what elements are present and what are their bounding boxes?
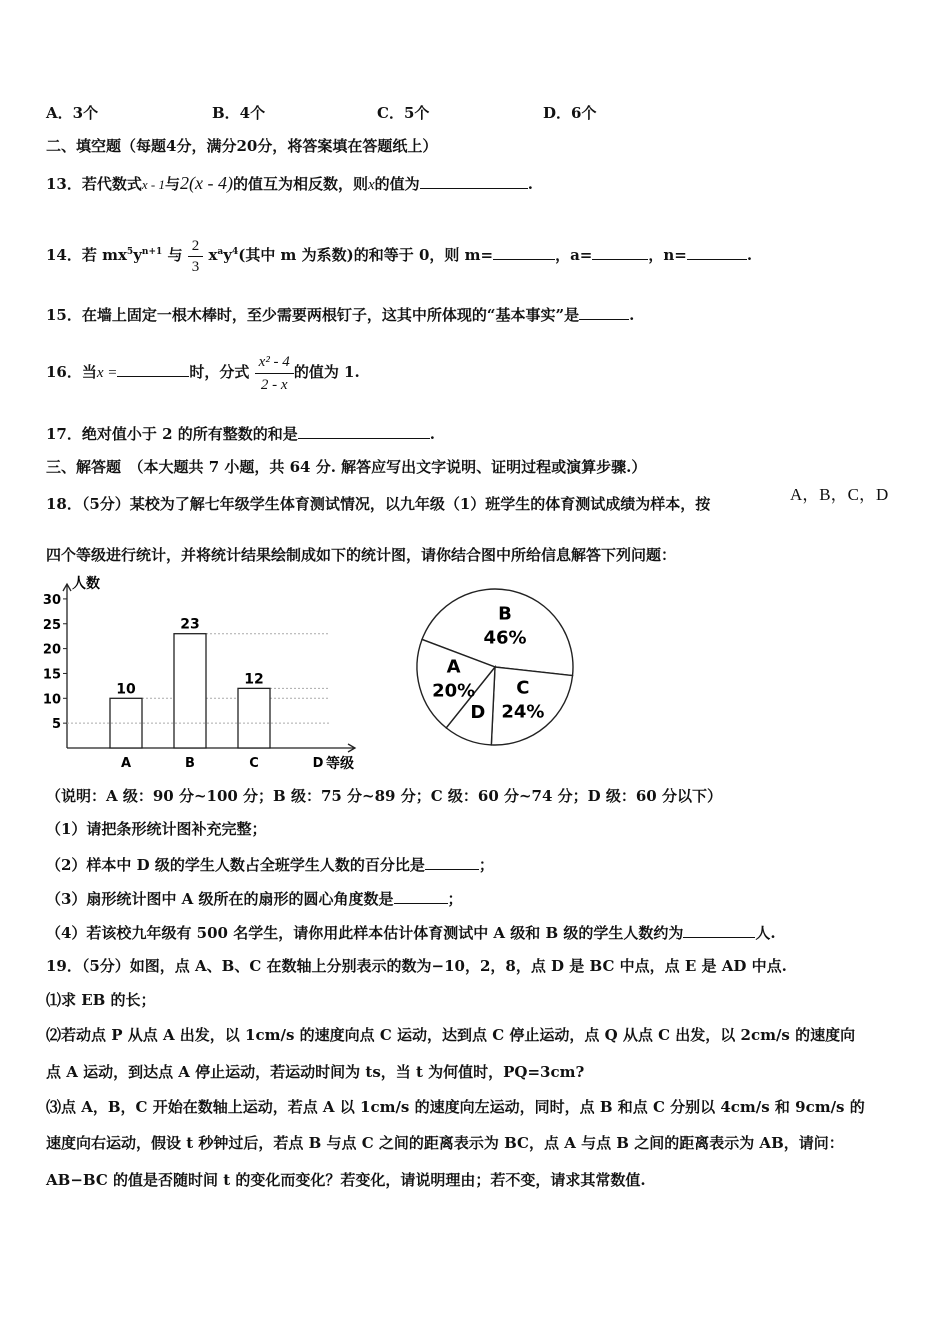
answer-blank[interactable] (394, 887, 448, 904)
question-19-l7: AB−BC 的值是否随时间 t 的变化而变化？若变化，请说明理由；若不变，请求其常数值. (46, 1171, 646, 1189)
y-tick-label: 5 (51, 717, 61, 733)
section-3-heading: 三、解答题 （本大题共 7 小题，共 64 分. 解答应写出文字说明、证明过程或演算步骤.） (46, 458, 647, 476)
answer-blank-n[interactable] (687, 243, 747, 260)
bar-A (110, 698, 142, 748)
question-19-l5: ⑶点 A，B，C 开始在数轴上运动，若点 A 以 1cm/s 的速度向左运动，同时，点 B 和点 C 分别以 4cm/s 和 9cm/s 的 (46, 1098, 865, 1116)
pie-label-B: B (498, 603, 512, 625)
bar-C (238, 688, 270, 748)
y-tick-label: 20 (42, 642, 61, 658)
pie-label-D: D (470, 702, 486, 724)
section-2-heading: 二、填空题（每题4分，满分20分，将答案填在答题纸上） (46, 137, 438, 155)
y-axis-label: 人数 (72, 576, 100, 592)
option-a: A．3个 (46, 104, 99, 122)
q18-part3: （3）扇形统计图中 A 级所在的扇形的圆心角度数是 ； (46, 887, 463, 910)
question-17: 17．绝对值小于 2 的所有整数的和是 . (46, 422, 435, 445)
question-13: 13．若代数式x - 1与2(x - 4)的值互为相反数，则x的值为 . (46, 173, 533, 193)
answer-blank-m[interactable] (493, 243, 555, 260)
x-tick-label: C (249, 756, 259, 771)
pie-pct-B: 46% (483, 627, 527, 649)
option-c: C．5个 (377, 104, 430, 122)
pie-pct-C: 24% (501, 701, 545, 723)
pie-chart (405, 585, 585, 750)
answer-blank[interactable] (683, 921, 755, 938)
bar-value-label: 10 (116, 681, 136, 698)
x-tick-label: B (185, 756, 195, 771)
y-tick-label: 30 (42, 592, 61, 608)
question-15: 15．在墙上固定一根木棒时，至少需要两根钉子，这其中所体现的“基本事实”是 . (46, 303, 634, 326)
question-14: 14．若 $mx^5y^{n+1}$ 与 $\frac{2}{3}$ $x^ay^4$(其中 m 为系数)的和等于 0，则 m= ，a= ，n= . (46, 237, 753, 275)
y-tick-label: 25 (42, 617, 61, 633)
pie-label-A: A (446, 656, 461, 678)
question-19-l3: ⑵若动点 P 从点 A 出发，以 1cm/s 的速度向点 C 运动，达到点 C 停止运动，点 Q 从点 C 出发，以 2cm/s 的速度向 (46, 1026, 856, 1044)
option-d: D．6个 (543, 104, 597, 122)
question-18-line1: 18．（5分）某校为了解七年级学生体育测试情况，以九年级（1）班学生的体育测试成绩为样本，按 (46, 495, 711, 513)
y-tick-label: 15 (42, 667, 61, 683)
answer-blank-a[interactable] (592, 243, 648, 260)
answer-blank[interactable] (579, 303, 629, 320)
answer-blank[interactable] (298, 422, 430, 439)
question-19-l1: 19．（5分）如图，点 A、B、C 在数轴上分别表示的数为−10，2，8，点 D 是 BC 中点，点 E 是 AD 中点. (46, 957, 787, 975)
x-axis-label: 等级 (326, 756, 354, 772)
x-tick-label: D (312, 756, 324, 771)
bar-value-label: 12 (244, 671, 264, 688)
bar-value-label: 23 (180, 616, 200, 633)
q18-part4: （4）若该校九年级有 500 名学生，请你用此样本估计体育测试中 A 级和 B 级的学生人数约为 人. (46, 921, 776, 944)
pie-label-C: C (516, 677, 530, 699)
question-19-l4: 点 A 运动，到达点 A 停止运动，若运动时间为 ts，当 t 为何值时，PQ=3cm? (46, 1063, 585, 1081)
grade-letters: A，B，C，D (790, 485, 889, 504)
bar-chart (40, 572, 370, 777)
q18-note: （说明：A 级：90 分~100 分；B 级：75 分~89 分；C 级：60 分~74 分；D 级：60 分以下） (46, 787, 722, 805)
bar-B (174, 634, 206, 748)
answer-blank[interactable] (117, 360, 189, 377)
x-tick-label: A (120, 756, 132, 771)
question-19-l6: 速度向右运动，假设 t 秒钟过后，若点 B 与点 C 之间的距离表示为 BC，点 A 与点 B 之间的距离表示为 AB，请问： (46, 1134, 844, 1152)
pie-pct-A: 20% (432, 680, 476, 702)
q18-part2: （2）样本中 D 级的学生人数占全班学生人数的百分比是 ； (46, 853, 494, 876)
question-16: 16．当x = 时，分式 $\frac{\text{x² - 4}}{2 - x}$ 的值为 1. (46, 342, 360, 403)
question-18-line2: 四个等级进行统计，并将统计结果绘制成如下的统计图，请你结合图中所给信息解答下列问题： (46, 546, 677, 564)
question-19-l2: ⑴求 EB 的长； (46, 991, 156, 1009)
answer-blank[interactable] (425, 853, 479, 870)
q18-part1: （1）请把条形统计图补充完整； (46, 820, 267, 838)
y-tick-label: 10 (42, 692, 61, 708)
option-b: B．4个 (212, 104, 266, 122)
answer-blank[interactable] (420, 172, 528, 189)
